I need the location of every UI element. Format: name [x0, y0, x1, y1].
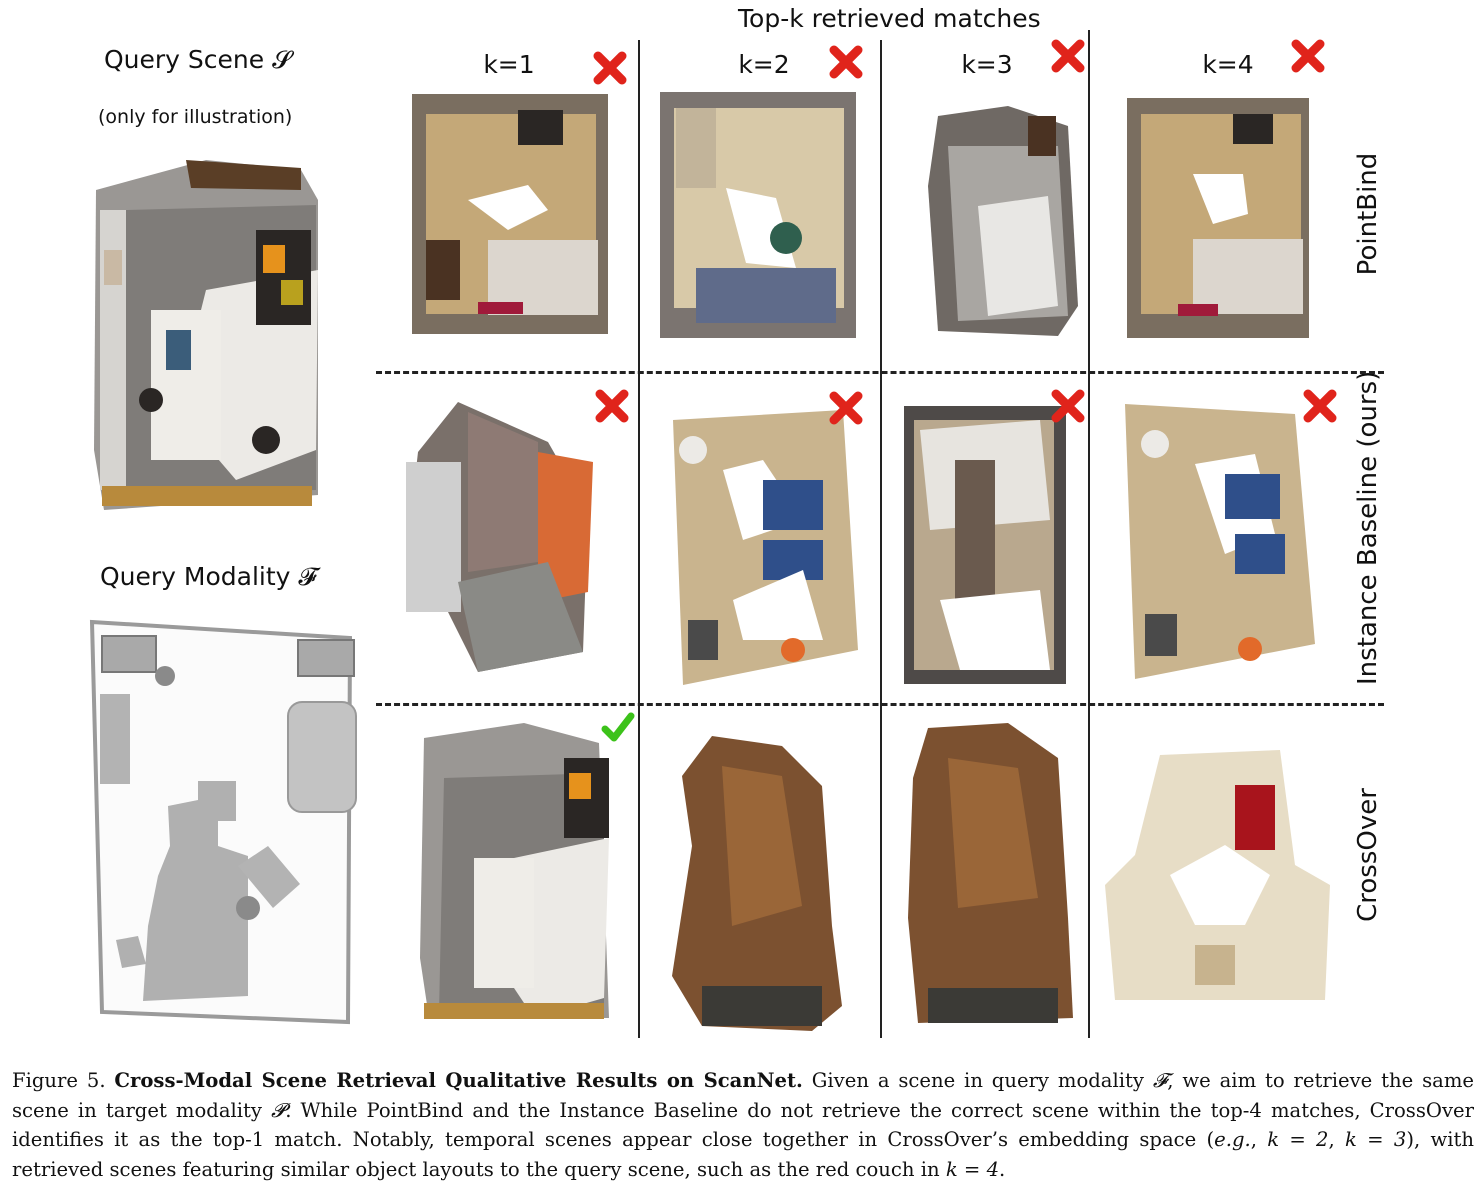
column-divider [1088, 30, 1090, 1038]
crossover-k1-scene [414, 718, 624, 1038]
row-divider [376, 703, 1384, 706]
instance-baseline-k2-scene [663, 400, 868, 690]
row-divider [376, 371, 1384, 374]
crossover-k4-scene [1095, 745, 1335, 1005]
crossover-k2-scene [662, 726, 862, 1036]
red-cross-icon [592, 50, 628, 86]
caption-text: ), with retrieved scenes featuring similar object layouts to the query scene, such as the red couch in [12, 1128, 1474, 1181]
red-cross-icon [1290, 38, 1326, 74]
caption-text: . [999, 1157, 1006, 1181]
column-label-k3: k=3 [961, 50, 1013, 79]
red-cross-icon [1050, 388, 1086, 424]
caption-eg: e.g. [1214, 1128, 1251, 1151]
caption-title: Cross-Modal Scene Retrieval Qualitative Results on ScanNet. [114, 1069, 803, 1092]
caption-k3: k = 3 [1345, 1128, 1407, 1151]
green-check-icon [600, 710, 636, 746]
red-cross-icon [594, 388, 630, 424]
query-modality-title: Query Modality 𝓕 [100, 562, 317, 591]
row-label-crossover: CrossOver [1353, 788, 1383, 922]
pointbind-k2-scene [656, 88, 861, 343]
red-cross-icon [1050, 38, 1086, 74]
red-cross-icon [828, 44, 864, 80]
pointbind-k4-scene [1123, 94, 1313, 344]
caption-text: . While PointBind and the Instance Baseline do not retrieve the correct scene within the top-4 matches, CrossOver identifies it as the top-1 match. Notably, temporal scenes appear close together in CrossOver’s embedding space ( [12, 1098, 1475, 1151]
column-label-k1: k=1 [483, 50, 535, 79]
query-scene-title: Query Scene 𝓢 [104, 45, 292, 74]
row-label-pointbind: PointBind [1353, 152, 1383, 276]
column-divider [880, 40, 882, 1038]
query-scene-note: (only for illustration) [98, 106, 293, 128]
caption-text: , we aim to retrieve the same scene in target modality [12, 1069, 1474, 1122]
column-label-k2: k=2 [738, 50, 790, 79]
column-divider [638, 40, 640, 1038]
red-cross-icon [828, 390, 864, 426]
query-scene-image [86, 150, 326, 530]
instance-baseline-k1-scene [398, 392, 608, 682]
pointbind-k1-scene [408, 90, 613, 340]
top-k-title: Top-k retrieved matches [738, 4, 1041, 33]
caption-prefix: Figure 5. [12, 1069, 106, 1092]
caption-text: Given a scene in query modality [811, 1069, 1144, 1092]
column-label-k4: k=4 [1202, 50, 1254, 79]
caption-k4: k = 4 [945, 1157, 1000, 1181]
caption-symbol-p: 𝓟 [271, 1098, 286, 1122]
caption-k2: k = 2 [1267, 1128, 1329, 1151]
caption-text: , [1250, 1128, 1268, 1151]
row-label-instance-baseline: Instance Baseline (ours) [1353, 370, 1383, 685]
instance-baseline-k4-scene [1115, 394, 1320, 686]
red-cross-icon [1302, 388, 1338, 424]
figure-caption [12, 1066, 1474, 1184]
crossover-k3-scene [898, 718, 1088, 1038]
query-modality-floorplan [88, 616, 360, 1028]
caption-text: , [1328, 1128, 1346, 1151]
caption-symbol-f: 𝓕 [1152, 1069, 1168, 1092]
pointbind-k3-scene [918, 86, 1086, 344]
instance-baseline-k3-scene [900, 400, 1070, 690]
